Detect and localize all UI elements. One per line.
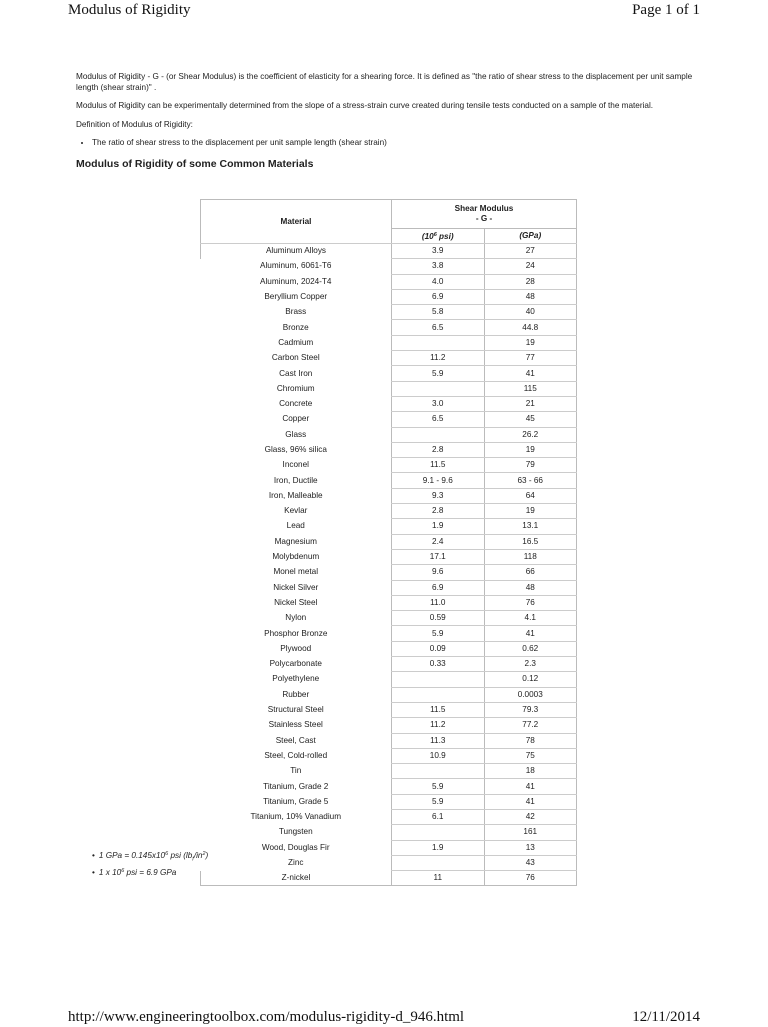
cell-material: Titanium, 10% Vanadium bbox=[250, 812, 342, 822]
cell-shear-psi: 17.1 bbox=[392, 549, 485, 564]
cell-material: Monel metal bbox=[273, 567, 319, 577]
intro-paragraph-1: Modulus of Rigidity - G - (or Shear Modulus) is the coefficient of elasticity for a shearing force. It is defined as "the ratio of shear stress to the displacement per unit sample length (shear strain)" . bbox=[76, 72, 693, 92]
cell-shear-psi: 1.9 bbox=[392, 519, 485, 534]
cell-material: Lead bbox=[286, 521, 305, 531]
cell-shear-psi: 5.9 bbox=[392, 366, 485, 381]
unit-psi-exponent: 6 bbox=[433, 232, 437, 238]
cell-shear-gpa: 4.1 bbox=[484, 611, 577, 626]
cell-material: Steel, Cast bbox=[275, 735, 316, 745]
table-row bbox=[201, 458, 577, 473]
cell-shear-gpa: 161 bbox=[484, 825, 577, 840]
cell-shear-gpa: 45 bbox=[484, 412, 577, 427]
cell-shear-gpa: 43 bbox=[484, 855, 577, 870]
table-row bbox=[201, 748, 577, 763]
cell-material: Magnesium bbox=[274, 536, 317, 546]
table-row bbox=[201, 320, 577, 335]
cell-shear-gpa: 66 bbox=[484, 565, 577, 580]
cell-shear-gpa: 19 bbox=[484, 442, 577, 457]
table-row bbox=[201, 305, 577, 320]
cell-shear-psi: 2.8 bbox=[392, 504, 485, 519]
cell-material: Titanium, Grade 5 bbox=[263, 796, 329, 806]
unit-psi-suffix: psi) bbox=[436, 232, 454, 241]
intro-paragraph-3: Definition of Modulus of Rigidity: bbox=[76, 119, 193, 129]
cell-shear-gpa: 41 bbox=[484, 794, 577, 809]
unit-psi-prefix: (10 bbox=[421, 232, 434, 241]
table-row bbox=[201, 657, 577, 672]
cell-shear-psi: 6.9 bbox=[392, 289, 485, 304]
cell-shear-psi bbox=[392, 855, 485, 870]
cell-shear-gpa: 18 bbox=[484, 764, 577, 779]
cell-shear-gpa: 0.0003 bbox=[484, 687, 577, 702]
header-shear-modulus bbox=[392, 200, 577, 229]
table-row bbox=[201, 733, 577, 748]
cell-material: Polycarbonate bbox=[269, 659, 322, 669]
table-row bbox=[201, 626, 577, 641]
table-row bbox=[201, 442, 577, 457]
table-row bbox=[201, 504, 577, 519]
cell-shear-psi: 5.9 bbox=[392, 626, 485, 641]
cell-shear-psi: 6.1 bbox=[392, 809, 485, 824]
cell-material: Copper bbox=[282, 414, 310, 424]
footnote-1-part-b: psi (lb bbox=[168, 851, 193, 860]
cell-shear-gpa: 42 bbox=[484, 809, 577, 824]
cell-shear-gpa: 26.2 bbox=[484, 427, 577, 442]
cell-shear-psi bbox=[392, 381, 485, 396]
cell-material: Beryllium Copper bbox=[264, 292, 328, 302]
footnote-1-part-c: /in bbox=[193, 851, 203, 860]
cell-shear-gpa: 41 bbox=[484, 366, 577, 381]
cell-shear-gpa: 48 bbox=[484, 580, 577, 595]
table-row bbox=[201, 672, 577, 687]
cell-material: Titanium, Grade 2 bbox=[263, 781, 329, 791]
header-unit-gpa: (GPa) bbox=[484, 229, 577, 244]
intro-section bbox=[76, 72, 696, 178]
table-row bbox=[201, 519, 577, 534]
cell-shear-psi: 11.2 bbox=[392, 351, 485, 366]
footnote-conversion-1 bbox=[92, 849, 208, 866]
table-row bbox=[201, 855, 577, 870]
cell-shear-gpa: 79.3 bbox=[484, 702, 577, 717]
footnotes bbox=[92, 849, 208, 878]
cell-material: Bronze bbox=[282, 322, 309, 332]
cell-shear-gpa: 24 bbox=[484, 259, 577, 274]
cell-material: Glass bbox=[285, 429, 307, 439]
cell-shear-psi: 11.2 bbox=[392, 718, 485, 733]
cell-shear-gpa: 19 bbox=[484, 335, 577, 350]
document-title: Modulus of Rigidity bbox=[68, 2, 191, 18]
cell-shear-gpa: 16.5 bbox=[484, 534, 577, 549]
cell-shear-gpa: 21 bbox=[484, 396, 577, 411]
table-row bbox=[201, 779, 577, 794]
cell-material: Tungsten bbox=[278, 827, 313, 837]
cell-material: Plywood bbox=[280, 643, 312, 653]
cell-shear-psi: 4.0 bbox=[392, 274, 485, 289]
cell-shear-psi: 0.59 bbox=[392, 611, 485, 626]
cell-material: Glass, 96% silica bbox=[264, 445, 327, 454]
cell-material: Molybdenum bbox=[272, 552, 320, 562]
cell-material: Zinc bbox=[288, 858, 304, 868]
cell-shear-psi bbox=[392, 687, 485, 702]
cell-material: Iron, Ductile bbox=[273, 475, 318, 485]
table-row bbox=[201, 794, 577, 809]
table-row bbox=[201, 351, 577, 366]
cell-shear-gpa: 27 bbox=[484, 244, 577, 259]
cell-shear-psi: 2.4 bbox=[392, 534, 485, 549]
header-material: Material bbox=[201, 200, 392, 244]
table-row bbox=[201, 718, 577, 733]
table-row bbox=[201, 580, 577, 595]
definition-list bbox=[76, 138, 696, 149]
cell-material: Aluminum, 2024-T4 bbox=[260, 276, 332, 286]
header-unit-psi bbox=[392, 229, 485, 244]
cell-shear-gpa: 79 bbox=[484, 458, 577, 473]
cell-shear-gpa: 41 bbox=[484, 626, 577, 641]
cell-material: Polyethylene bbox=[272, 674, 320, 684]
table-row bbox=[201, 840, 577, 855]
page-header bbox=[68, 0, 700, 20]
definition-item: • The ratio of shear stress to the displacement per unit sample length (shear strain) bbox=[92, 138, 696, 149]
cell-shear-psi: 10.9 bbox=[392, 748, 485, 763]
footnote-2-part-a: 1 x 10 bbox=[98, 867, 122, 877]
cell-shear-psi: 11.5 bbox=[392, 702, 485, 717]
cell-shear-psi: 11.3 bbox=[392, 733, 485, 748]
cell-material: Brass bbox=[285, 307, 307, 317]
cell-shear-psi bbox=[392, 825, 485, 840]
footnote-2-part-b: psi = 6.9 GPa bbox=[124, 867, 177, 877]
cell-shear-psi: 3.0 bbox=[392, 396, 485, 411]
cell-shear-psi: 6.5 bbox=[392, 412, 485, 427]
table-row bbox=[201, 549, 577, 564]
table-row bbox=[201, 366, 577, 381]
table-row bbox=[201, 871, 577, 886]
cell-shear-gpa: 28 bbox=[484, 274, 577, 289]
cell-shear-psi: 3.8 bbox=[392, 259, 485, 274]
cell-material: Z-nickel bbox=[201, 871, 392, 886]
footnote-2-exponent: 6 bbox=[121, 867, 125, 874]
cell-shear-psi: 3.9 bbox=[392, 244, 485, 259]
cell-shear-psi: 2.8 bbox=[392, 442, 485, 457]
cell-shear-psi: 11.0 bbox=[392, 595, 485, 610]
cell-shear-gpa: 2.3 bbox=[484, 657, 577, 672]
cell-material: Cast Iron bbox=[279, 368, 313, 378]
cell-shear-gpa: 13.1 bbox=[484, 519, 577, 534]
table-row bbox=[201, 488, 577, 503]
section-title: Modulus of Rigidity of some Common Materials bbox=[76, 157, 314, 170]
cell-shear-psi: 1.9 bbox=[392, 840, 485, 855]
cell-material: Rubber bbox=[282, 689, 310, 699]
cell-shear-gpa: 64 bbox=[484, 488, 577, 503]
table-row bbox=[201, 396, 577, 411]
cell-material: Steel, Cold-rolled bbox=[264, 750, 328, 760]
table-row bbox=[201, 427, 577, 442]
cell-shear-psi: 9.6 bbox=[392, 565, 485, 580]
table-row bbox=[201, 534, 577, 549]
table-row bbox=[201, 611, 577, 626]
table-row bbox=[201, 274, 577, 289]
cell-shear-gpa: 76 bbox=[484, 595, 577, 610]
table-row bbox=[201, 809, 577, 824]
footnote-1-exponent-2: 2 bbox=[202, 851, 206, 857]
cell-shear-gpa: 76 bbox=[484, 871, 577, 886]
table-row bbox=[201, 335, 577, 350]
header-shear-line1: Shear Modulus bbox=[454, 204, 514, 213]
cell-material: Carbon Steel bbox=[271, 353, 320, 363]
cell-material: Kevlar bbox=[284, 506, 308, 516]
table-row bbox=[201, 641, 577, 656]
cell-shear-psi bbox=[392, 335, 485, 350]
cell-shear-psi: 6.5 bbox=[392, 320, 485, 335]
cell-material: Aluminum Alloys bbox=[201, 244, 392, 259]
footnote-1-exponent: 6 bbox=[165, 851, 169, 857]
intro-paragraph-2: Modulus of Rigidity can be experimentally determined from the slope of a stress-strain curve created during tensile tests conducted on a sample of the material. bbox=[76, 101, 654, 110]
print-date: 12/11/2014 bbox=[632, 1009, 700, 1025]
table-row bbox=[201, 412, 577, 427]
footnote-conversion-2 bbox=[92, 866, 208, 878]
table-row bbox=[201, 565, 577, 580]
footnote-1-part-d: ) bbox=[205, 851, 209, 860]
cell-shear-gpa: 75 bbox=[484, 748, 577, 763]
cell-shear-gpa: 40 bbox=[484, 305, 577, 320]
cell-material: Aluminum, 6061-T6 bbox=[260, 261, 332, 271]
cell-material: Structural Steel bbox=[267, 705, 324, 715]
cell-shear-psi bbox=[392, 427, 485, 442]
cell-shear-psi: 5.8 bbox=[392, 305, 485, 320]
page-number: Page 1 of 1 bbox=[632, 2, 700, 18]
cell-shear-gpa: 48 bbox=[484, 289, 577, 304]
cell-shear-psi: 0.33 bbox=[392, 657, 485, 672]
cell-material: Phosphor Bronze bbox=[264, 628, 328, 638]
cell-material: Nickel Silver bbox=[273, 582, 319, 592]
cell-material: Nickel Steel bbox=[274, 597, 318, 607]
cell-material: Inconel bbox=[282, 460, 309, 470]
cell-shear-gpa: 44.8 bbox=[484, 320, 577, 335]
table-row bbox=[201, 244, 577, 259]
footnote-1-subscript: f bbox=[192, 856, 194, 863]
cell-material: Tin bbox=[290, 766, 302, 776]
cell-material: Nylon bbox=[285, 613, 307, 623]
table-row bbox=[201, 764, 577, 779]
cell-shear-gpa: 41 bbox=[484, 779, 577, 794]
table-row bbox=[201, 702, 577, 717]
cell-shear-psi: 11.5 bbox=[392, 458, 485, 473]
table-row bbox=[201, 289, 577, 304]
table-row bbox=[201, 473, 577, 488]
cell-shear-gpa: 77.2 bbox=[484, 718, 577, 733]
cell-material: Stainless Steel bbox=[268, 720, 323, 730]
cell-shear-gpa: 63 - 66 bbox=[484, 473, 577, 488]
cell-shear-psi: 5.9 bbox=[392, 779, 485, 794]
cell-material: Cadmium bbox=[278, 337, 314, 347]
cell-shear-psi: 6.9 bbox=[392, 580, 485, 595]
cell-shear-psi: 9.3 bbox=[392, 488, 485, 503]
shear-modulus-table bbox=[200, 199, 577, 886]
cell-shear-gpa: 115 bbox=[484, 381, 577, 396]
header-shear-line2: - G - bbox=[475, 214, 493, 223]
cell-material: Iron, Malleable bbox=[268, 490, 323, 500]
cell-shear-gpa: 13 bbox=[484, 840, 577, 855]
cell-material: Chromium bbox=[276, 383, 315, 393]
table-row bbox=[201, 595, 577, 610]
table-row bbox=[201, 825, 577, 840]
table-row bbox=[201, 259, 577, 274]
cell-material: Wood, Douglas Fir bbox=[261, 842, 330, 852]
cell-shear-gpa: 0.62 bbox=[484, 641, 577, 656]
cell-shear-gpa: 78 bbox=[484, 733, 577, 748]
table-body bbox=[201, 244, 577, 886]
cell-shear-psi bbox=[392, 764, 485, 779]
cell-shear-gpa: 77 bbox=[484, 351, 577, 366]
source-url: http://www.engineeringtoolbox.com/modulus-rigidity-d_946.html bbox=[68, 1009, 465, 1025]
table-row bbox=[201, 381, 577, 396]
cell-material: Concrete bbox=[279, 399, 313, 409]
footnote-1-part-a: 1 GPa = 0.145x10 bbox=[98, 851, 166, 860]
table-row bbox=[201, 687, 577, 702]
cell-shear-psi: 5.9 bbox=[392, 794, 485, 809]
cell-shear-psi: 0.09 bbox=[392, 641, 485, 656]
cell-shear-psi: 11 bbox=[392, 871, 485, 886]
cell-shear-psi: 9.1 - 9.6 bbox=[392, 473, 485, 488]
cell-shear-psi bbox=[392, 672, 485, 687]
cell-shear-gpa: 118 bbox=[484, 549, 577, 564]
cell-shear-gpa: 19 bbox=[484, 504, 577, 519]
cell-shear-gpa: 0.12 bbox=[484, 672, 577, 687]
page-footer bbox=[68, 1007, 700, 1027]
